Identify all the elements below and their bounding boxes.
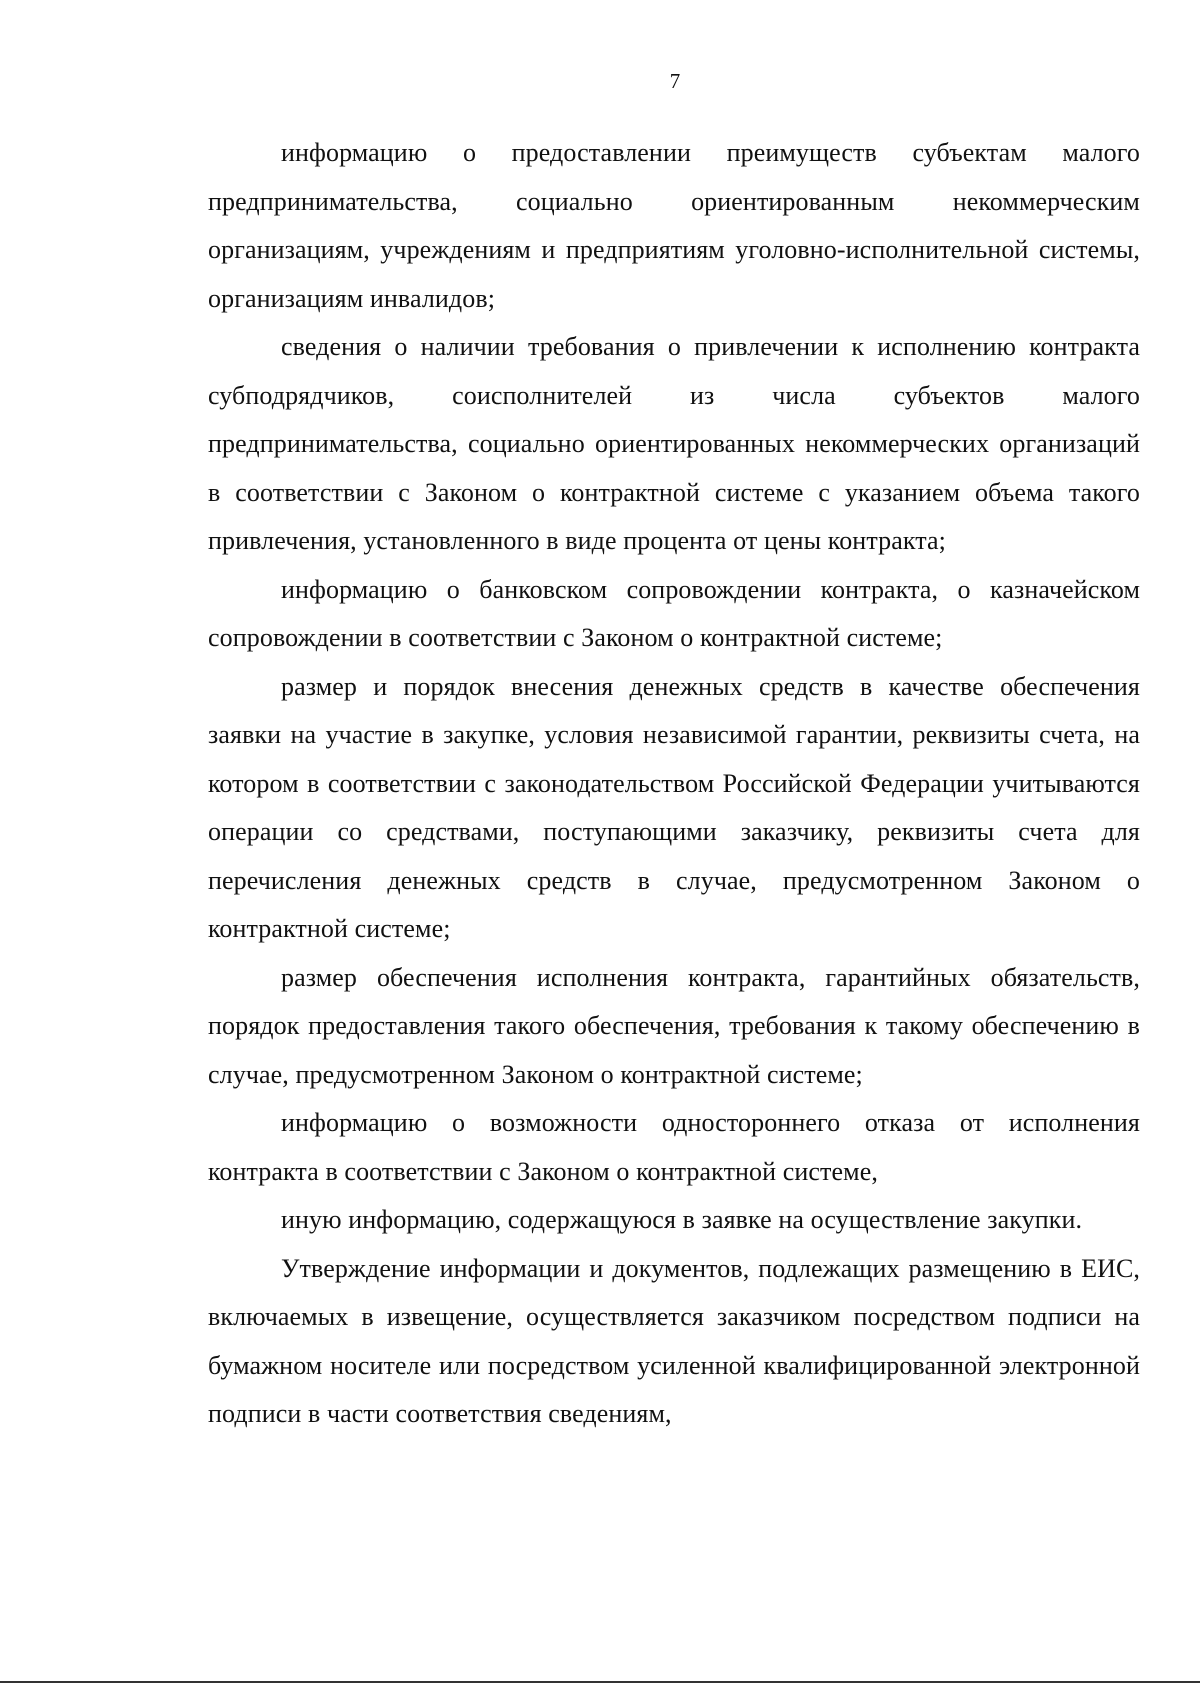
paragraph-bid-security: размер и порядок внесения денежных средств в качестве обеспечения заявки на участие в закупке, условия независимой гарантии, реквизиты счета, на котором в соответствии с законодательством Российской Федерации учитываются операции со средствами, поступающими заказчику, реквизиты счета для перечисления денежных средств в случае, предусмотренном Законом о контрактной системе; bbox=[208, 671, 1140, 943]
paragraph-approval-procedure: Утверждение информации и документов, подлежащих размещению в ЕИС, включаемых в извещение, осуществляется заказчиком посредством подписи на бумажном носителе или посредством усиленной квалифицированной электронной подписи в части соответствия сведениям, bbox=[208, 1253, 1140, 1428]
paragraph-subcontractor-requirement: сведения о наличии требования о привлечении к исполнению контракта субподрядчиков, соисполнителей из числа субъектов малого предпринимательства, социально ориентированных некоммерческих организаций в соответствии с Законом о контрактной системе с указанием объема такого привлечения, установленного в виде процента от цены контракта; bbox=[208, 332, 1140, 555]
page-number: 7 bbox=[669, 69, 681, 93]
paragraph-advantages-info: информацию о предоставлении преимуществ субъектам малого предпринимательства, социально ориентированным некоммерческим организациям, учреждениям и предприятиям уголовно-исполнительной системы, организациям инвалидов; bbox=[208, 138, 1140, 313]
document-body bbox=[208, 129, 1140, 1439]
paragraph-bank-support: информацию о банковском сопровождении контракта, о казначейском сопровождении в соответствии с Законом о контрактной системе; bbox=[208, 574, 1140, 652]
paragraph-other-info: иную информацию, содержащуюся в заявке на осуществление закупки. bbox=[281, 1205, 1083, 1234]
paragraph-contract-security: размер обеспечения исполнения контракта, гарантийных обязательств, порядок предоставления такого обеспечения, требования к такому обеспечению в случае, предусмотренном Законом о контрактной системе; bbox=[208, 962, 1140, 1089]
paragraph-unilateral-refusal: информацию о возможности одностороннего отказа от исполнения контракта в соответствии с Законом о контрактной системе, bbox=[208, 1108, 1140, 1186]
bottom-divider bbox=[0, 1681, 1200, 1683]
